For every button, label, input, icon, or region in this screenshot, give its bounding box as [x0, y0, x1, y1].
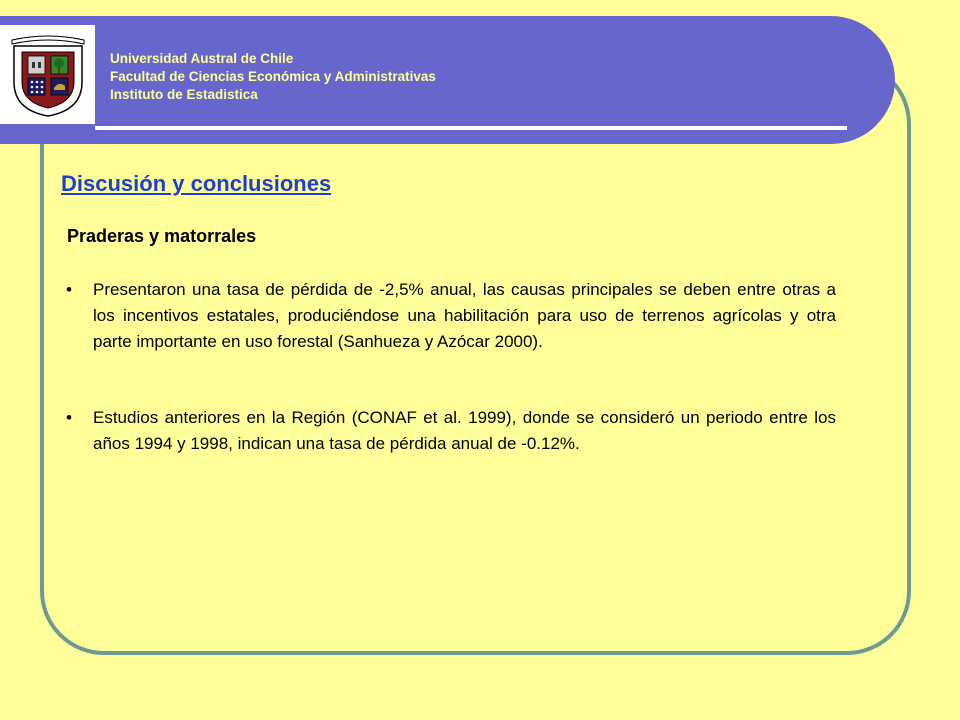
- slide-subtitle: Praderas y matorrales: [67, 226, 257, 246]
- university-name: Universidad Austral de Chile: [110, 51, 294, 66]
- header-divider: [95, 126, 847, 130]
- university-logo: [0, 25, 95, 124]
- faculty-name: Facultad de Ciencias Económica y Administrativas: [110, 69, 436, 84]
- slide-title: Discusión y conclusiones: [61, 171, 332, 196]
- bullet-item: [66, 405, 836, 457]
- bullet-marker: •: [66, 408, 72, 427]
- bullet-text: Presentaron una tasa de pérdida de -2,5% anual, las causas principales se deben entre otras a los incentivos estatales, produciéndose una habilitación para uso de terrenos agrícolas y otra parte importante en uso forestal (Sanhueza y Azócar 2000).: [93, 280, 836, 351]
- bullet-marker: •: [66, 280, 72, 299]
- bullet-text: Estudios anteriores en la Región (CONAF et al. 1999), donde se consideró un periodo entre los años 1994 y 1998, indican una tasa de pérdida anual de -0.12%.: [93, 408, 836, 453]
- institution-block: [110, 50, 436, 104]
- university-seal-icon: [8, 32, 88, 118]
- bullet-list: [66, 277, 836, 457]
- bullet-item: [66, 277, 836, 355]
- institute-name: Instituto de Estadistica: [110, 87, 258, 102]
